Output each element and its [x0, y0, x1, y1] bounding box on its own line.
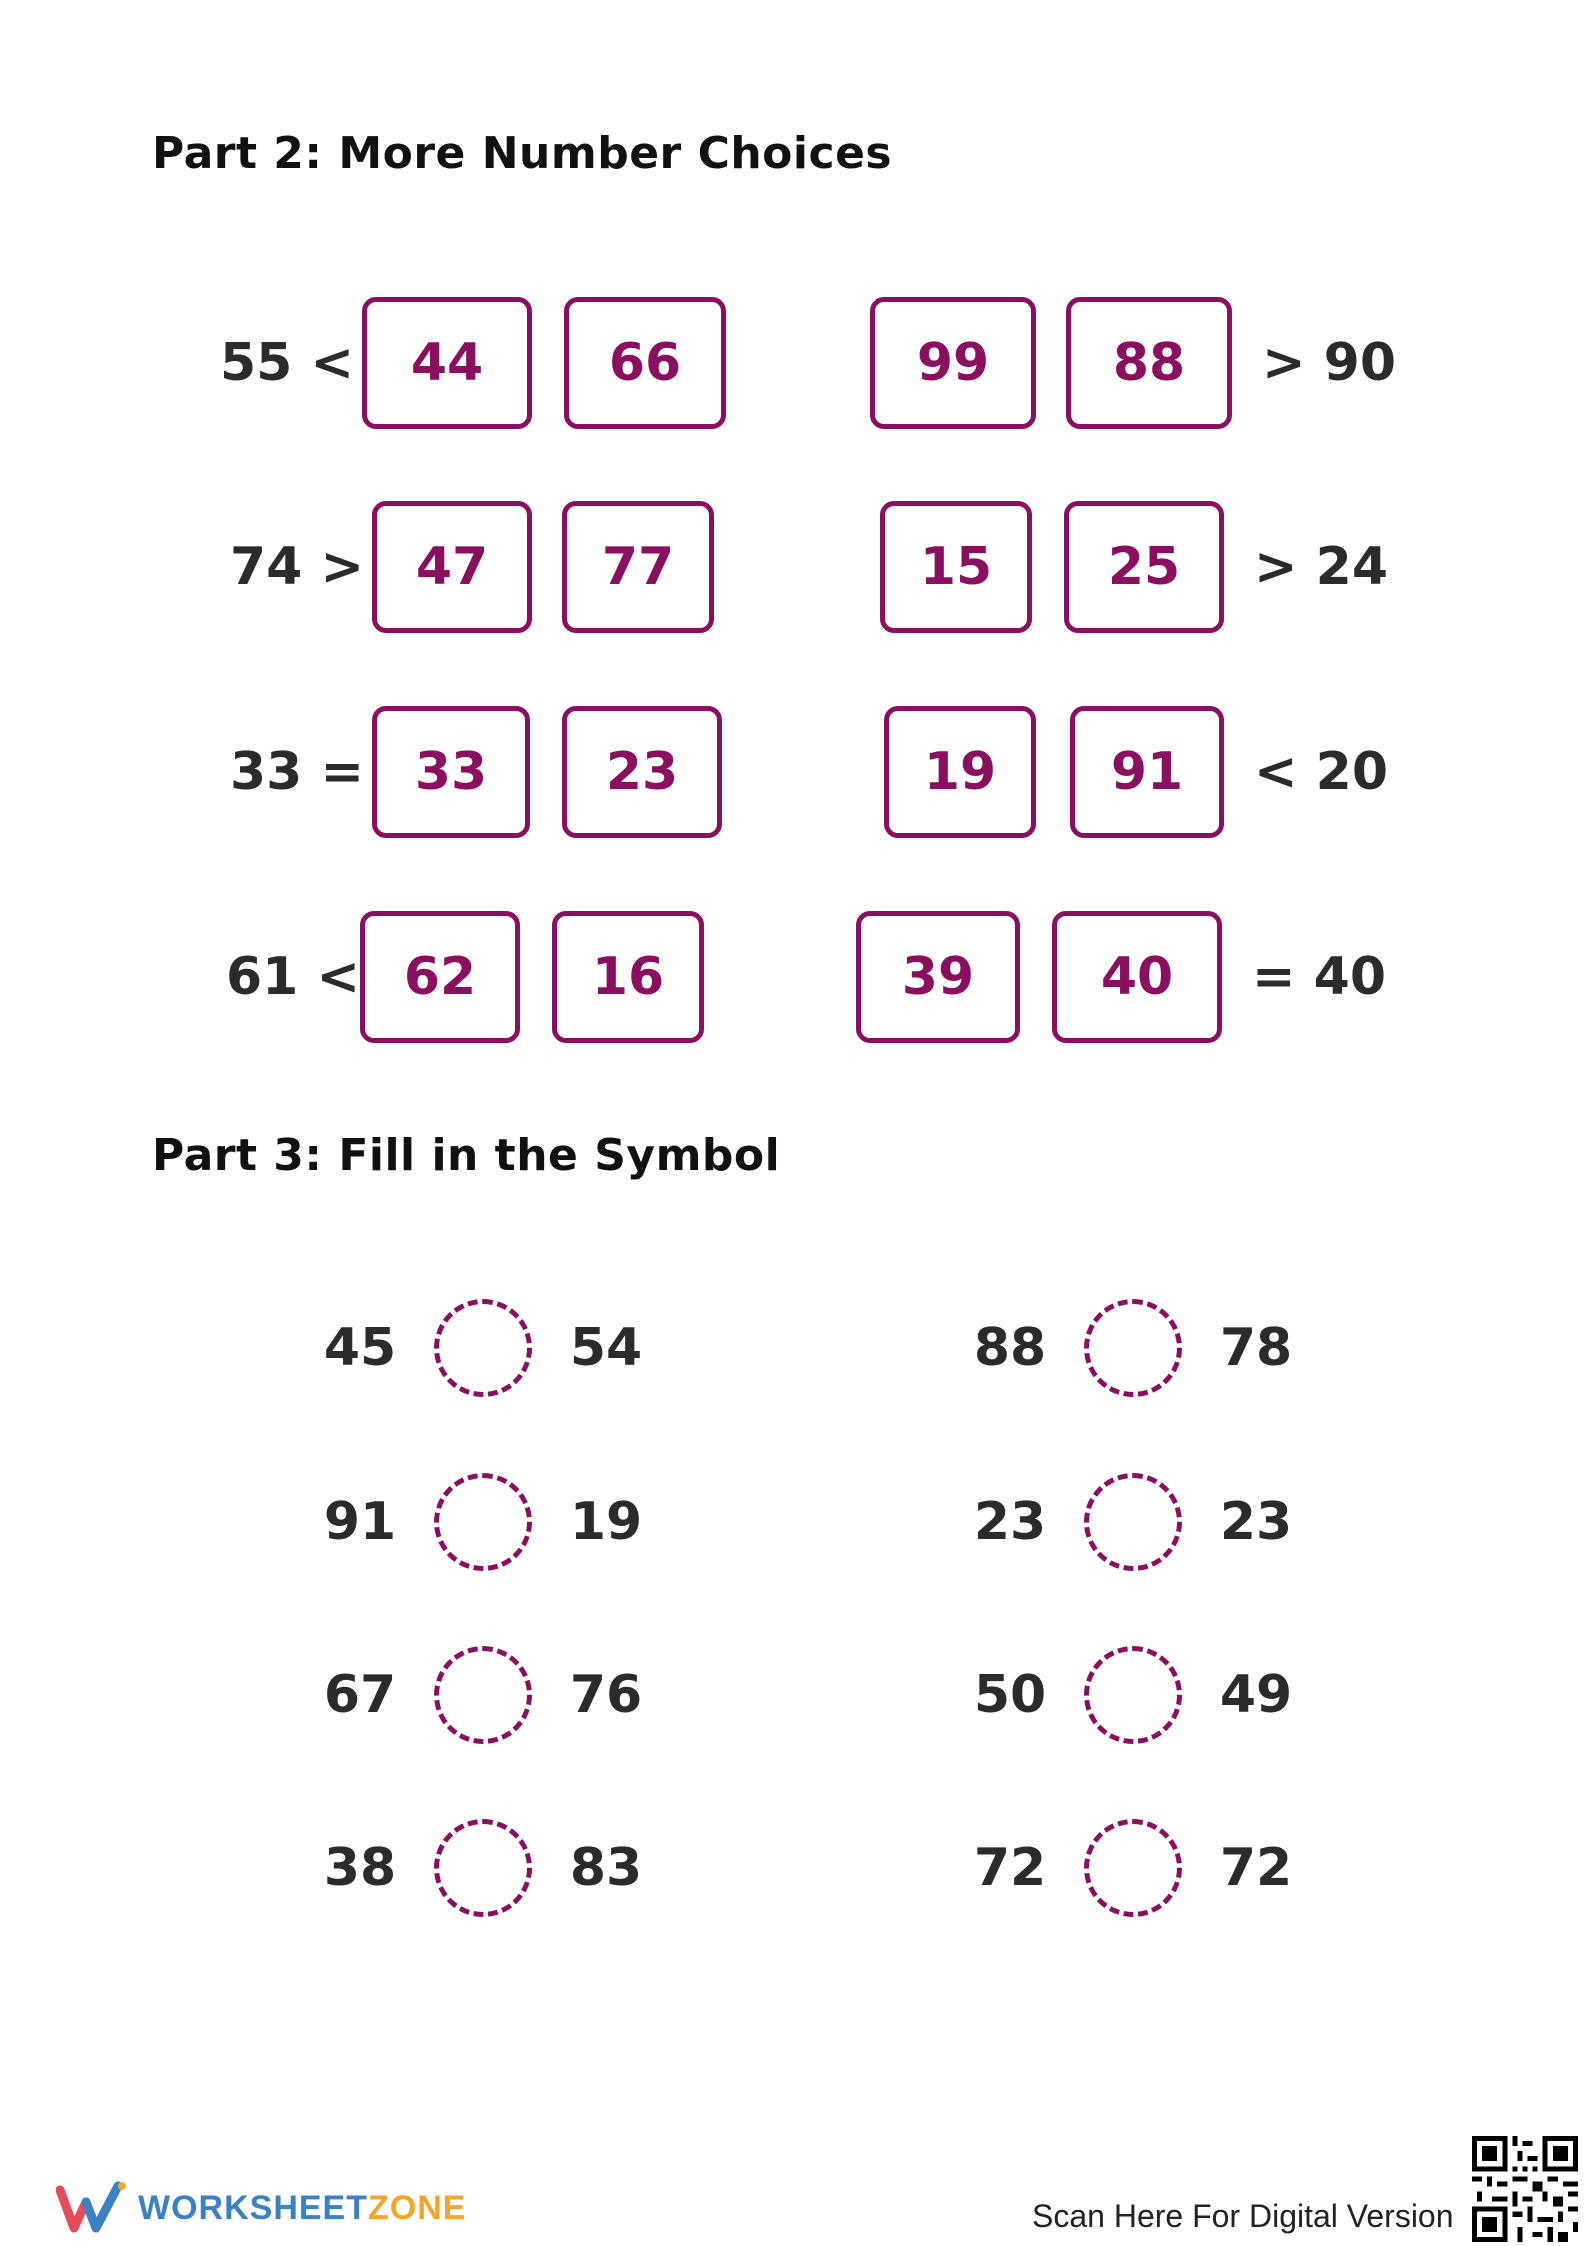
choice-row-right [880, 501, 1388, 633]
symbol-row-right [960, 1645, 1306, 1745]
left-number: 50 [973, 1665, 1047, 1725]
left-number: 45 [323, 1318, 397, 1378]
scan-instruction: Scan Here For Digital Version [1032, 2198, 1454, 2234]
symbol-row-left [310, 1472, 656, 1572]
symbol-answer-circle[interactable] [434, 1473, 532, 1571]
worksheetzone-logo[interactable] [56, 2180, 466, 2236]
worksheetzone-logo-icon [56, 2180, 130, 2236]
right-number: 23 [1219, 1492, 1293, 1552]
comparison-prefix: 61 < [226, 947, 361, 1007]
choice-box[interactable]: 66 [564, 297, 726, 429]
comparison-suffix: > 90 [1262, 333, 1397, 393]
choice-box[interactable]: 40 [1052, 911, 1222, 1043]
comparison-prefix: 74 > [230, 537, 365, 597]
right-number: 49 [1219, 1665, 1293, 1725]
comparison-prefix: 55 < [220, 333, 355, 393]
right-number: 78 [1219, 1318, 1293, 1378]
symbol-row-right [960, 1818, 1306, 1918]
choice-row-right [884, 706, 1388, 838]
right-number: 72 [1219, 1838, 1293, 1898]
part3-title: Part 3: Fill in the Symbol [152, 1130, 781, 1181]
choice-row-left [230, 501, 714, 633]
comparison-suffix: > 24 [1254, 537, 1389, 597]
choice-box[interactable]: 91 [1070, 706, 1224, 838]
choice-box[interactable]: 44 [362, 297, 532, 429]
comparison-suffix: < 20 [1254, 742, 1389, 802]
left-number: 23 [973, 1492, 1047, 1552]
left-number: 38 [323, 1838, 397, 1898]
choice-box[interactable]: 99 [870, 297, 1036, 429]
symbol-answer-circle[interactable] [434, 1819, 532, 1917]
choice-row-left [226, 911, 704, 1043]
right-number: 19 [569, 1492, 643, 1552]
choice-row-left [220, 297, 726, 429]
right-number: 54 [569, 1318, 643, 1378]
choice-box[interactable]: 25 [1064, 501, 1224, 633]
symbol-row-left [310, 1645, 656, 1745]
symbol-answer-circle[interactable] [1084, 1473, 1182, 1571]
symbol-answer-circle[interactable] [1084, 1646, 1182, 1744]
right-number: 76 [569, 1665, 643, 1725]
symbol-row-right [960, 1472, 1306, 1572]
left-number: 67 [323, 1665, 397, 1725]
choice-box[interactable]: 15 [880, 501, 1032, 633]
left-number: 72 [973, 1838, 1047, 1898]
brand-name [138, 2189, 466, 2228]
symbol-row-right [960, 1298, 1306, 1398]
comparison-prefix: 33 = [230, 742, 365, 802]
choice-box[interactable]: 47 [372, 501, 532, 633]
left-number: 91 [323, 1492, 397, 1552]
choice-row-right [856, 911, 1386, 1043]
choice-box[interactable]: 33 [372, 706, 530, 838]
choice-row-right [870, 297, 1396, 429]
brand-name-part1: WORKSHEET [138, 2188, 368, 2227]
choice-box[interactable]: 16 [552, 911, 704, 1043]
symbol-answer-circle[interactable] [434, 1299, 532, 1397]
choice-box[interactable]: 39 [856, 911, 1020, 1043]
comparison-suffix: = 40 [1252, 947, 1387, 1007]
symbol-answer-circle[interactable] [434, 1646, 532, 1744]
choice-box[interactable]: 23 [562, 706, 722, 838]
choice-row-left [230, 706, 722, 838]
symbol-row-left [310, 1298, 656, 1398]
right-number: 83 [569, 1838, 643, 1898]
symbol-row-left [310, 1818, 656, 1918]
part2-title: Part 2: More Number Choices [152, 128, 893, 179]
choice-box[interactable]: 88 [1066, 297, 1232, 429]
choice-box[interactable]: 62 [360, 911, 520, 1043]
brand-name-part2: ZONE [368, 2188, 467, 2227]
choice-box[interactable]: 19 [884, 706, 1036, 838]
symbol-answer-circle[interactable] [1084, 1299, 1182, 1397]
qr-code-icon[interactable] [1472, 2136, 1578, 2242]
symbol-answer-circle[interactable] [1084, 1819, 1182, 1917]
left-number: 88 [973, 1318, 1047, 1378]
choice-box[interactable]: 77 [562, 501, 714, 633]
